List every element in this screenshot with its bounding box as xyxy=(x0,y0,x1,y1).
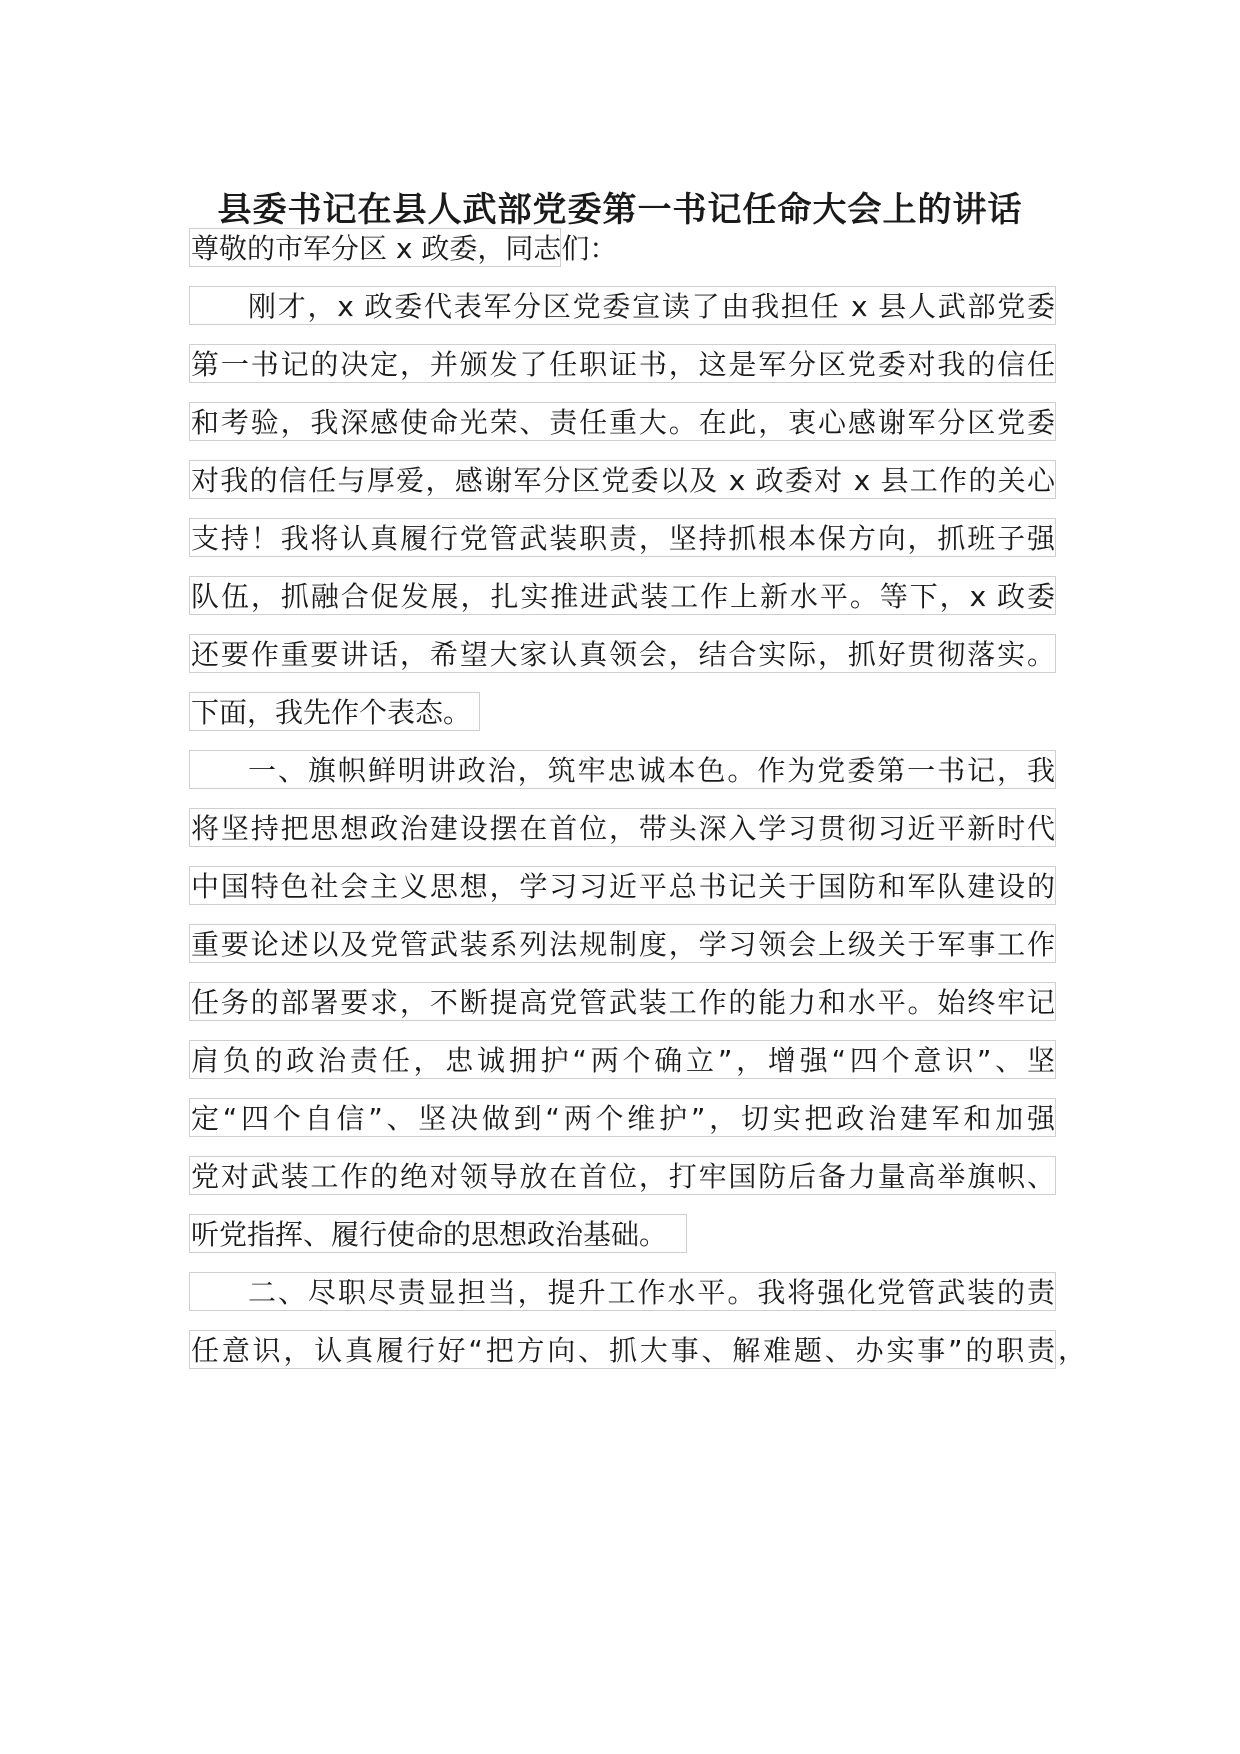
paragraph-line: 还要作重要讲话，希望大家认真领会，结合实际，抓好贯彻落实。 xyxy=(189,634,1056,673)
paragraph-line: 支持！我将认真履行党管武装职责，坚持抓根本保方向，抓班子强 xyxy=(189,518,1056,557)
paragraph-line: 定“四个自信”、坚决做到“两个维护”，切实把政治建军和加强 xyxy=(189,1098,1056,1137)
paragraph-line: 刚才，x 政委代表军分区党委宣读了由我担任 x 县人武部党委 xyxy=(189,286,1056,325)
paragraph-line: 下面，我先作个表态。 xyxy=(189,692,480,731)
paragraph-line: 和考验，我深感使命光荣、责任重大。在此，衷心感谢军分区党委 xyxy=(189,402,1056,441)
paragraph-line: 二、尽职尽责显担当，提升工作水平。我将强化党管武装的责 xyxy=(189,1272,1056,1311)
paragraph-line: 第一书记的决定，并颁发了任职证书，这是军分区党委对我的信任 xyxy=(189,344,1056,383)
document-title: 县委书记在县人武部党委第一书记任命大会上的讲话 xyxy=(217,190,1023,230)
paragraph-line: 重要论述以及党管武装系列法规制度，学习领会上级关于军事工作 xyxy=(189,924,1056,963)
paragraph-line: 一、旗帜鲜明讲政治，筑牢忠诚本色。作为党委第一书记，我 xyxy=(189,750,1056,789)
salutation-line: 尊敬的市军分区 x 政委，同志们： xyxy=(189,228,561,267)
paragraph-line: 中国特色社会主义思想，学习习近平总书记关于国防和军队建设的 xyxy=(189,866,1056,905)
paragraph-line: 队伍，抓融合促发展，扎实推进武装工作上新水平。等下，x 政委 xyxy=(189,576,1056,615)
paragraph-line: 任意识，认真履行好“把方向、抓大事、解难题、办实事”的职责 xyxy=(189,1330,1056,1369)
paragraph-line: 将坚持把思想政治建设摆在首位，带头深入学习贯彻习近平新时代 xyxy=(189,808,1056,847)
trailing-punctuation: ， xyxy=(1058,1333,1087,1366)
paragraph-line: 党对武装工作的绝对领导放在首位，打牢国防后备力量高举旗帜、 xyxy=(189,1156,1056,1195)
paragraph-line: 对我的信任与厚爱，感谢军分区党委以及 x 政委对 x 县工作的关心 xyxy=(189,460,1056,499)
paragraph-line: 肩负的政治责任，忠诚拥护“两个确立”，增强“四个意识”、坚 xyxy=(189,1040,1056,1079)
paragraph-line: 听党指挥、履行使命的思想政治基础。 xyxy=(189,1214,687,1253)
paragraph-line: 任务的部署要求，不断提高党管武装工作的能力和水平。始终牢记 xyxy=(189,982,1056,1021)
